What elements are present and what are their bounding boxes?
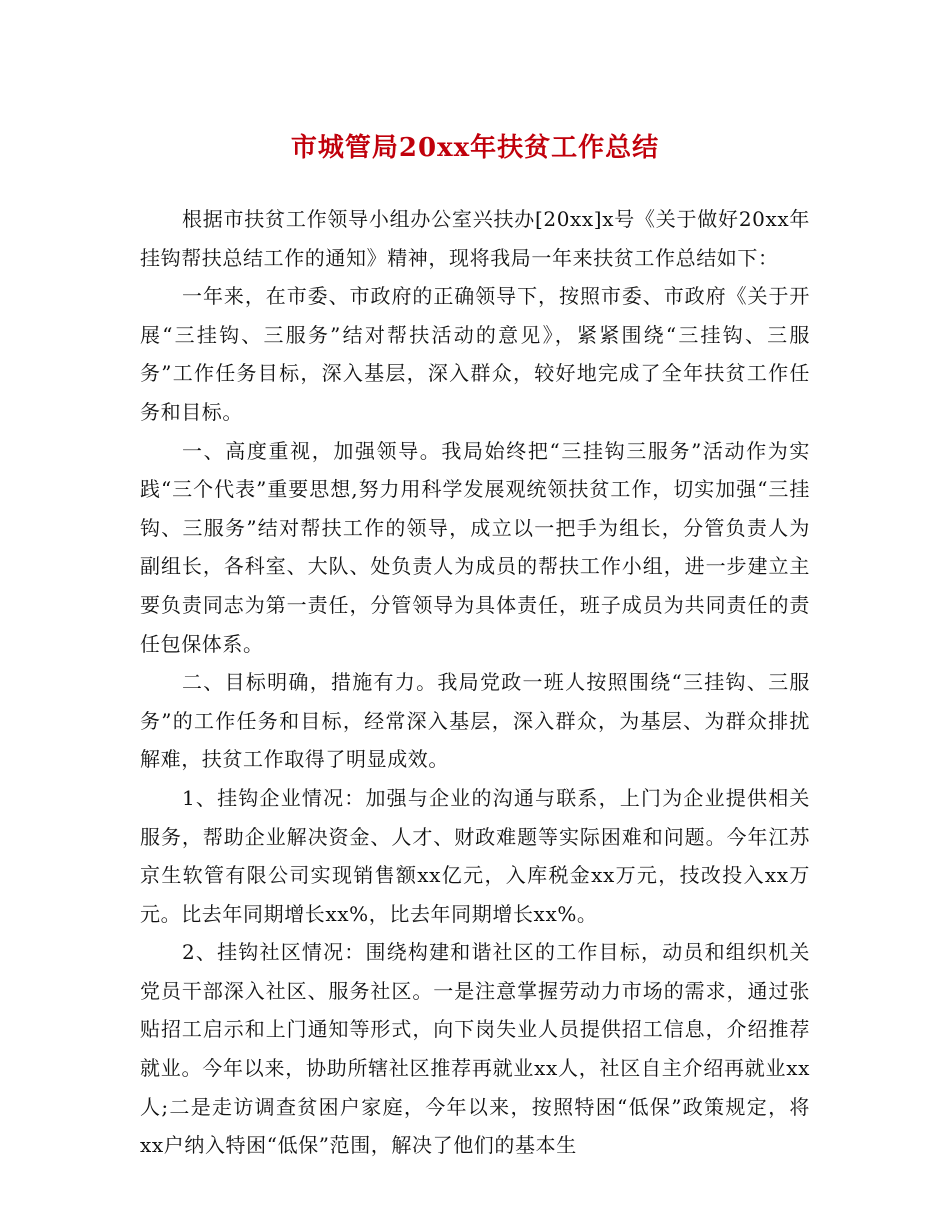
paragraph-section-2: 二、目标明确，措施有力。我局党政一班人按照围绕“三挂钩、三服务”的工作任务和目标，经常深入基层，深入群众，为基层、为群众排扰解难，扶贫工作取得了明显成效。 (140, 670, 810, 772)
document-title: 市城管局20xx年扶贫工作总结 (290, 133, 660, 163)
paragraph-item-1: 1、挂钩企业情况：加强与企业的沟通与联系，上门为企业提供相关服务，帮助企业解决资金、人才、财政难题等实际困难和问题。今年江苏京生软管有限公司实现销售额xx亿元，入库税金xx万元，技改投入xx万元。比去年同期增长xx%，比去年同期增长xx%。 (140, 785, 810, 926)
paragraph-item-2: 2、挂钩社区情况：围绕构建和谐社区的工作目标，动员和组织机关党员干部深入社区、服务社区。一是注意掌握劳动力市场的需求，通过张贴招工启示和上门通知等形式，向下岗失业人员提供招工信息，介绍推荐就业。今年以来，协助所辖社区推荐再就业xx人，社区自主介绍再就业xx人;二是走访调查贫困户家庭，今年以来，按照特困“低保”政策规定，将xx户纳入特困“低保”范围，解决了他们的基本生 (140, 940, 810, 1158)
paragraph-section-1: 一、高度重视，加强领导。我局始终把“三挂钩三服务”活动作为实践“三个代表”重要思想,努力用科学发展观统领扶贫工作，切实加强“三挂钩、三服务”结对帮扶工作的领导，成立以一把手为组长，分管负责人为副组长，各科室、大队、处负责人为成员的帮扶工作小组，进一步建立主要负责同志为第一责任，分管领导为具体责任，班子成员为共同责任的责任包保体系。 (140, 438, 810, 656)
paragraph-overview: 一年来，在市委、市政府的正确领导下，按照市委、市政府《关于开展“三挂钩、三服务”结对帮扶活动的意见》，紧紧围绕“三挂钩、三服务”工作任务目标，深入基层，深入群众，较好地完成了全年扶贫工作任务和目标。 (140, 284, 810, 424)
paragraph-intro: 根据市扶贫工作领导小组办公室兴扶办[20xx]x号《关于做好20xx年挂钩帮扶总结工作的通知》精神，现将我局一年来扶贫工作总结如下： (140, 207, 810, 270)
document-body (140, 200, 810, 1165)
